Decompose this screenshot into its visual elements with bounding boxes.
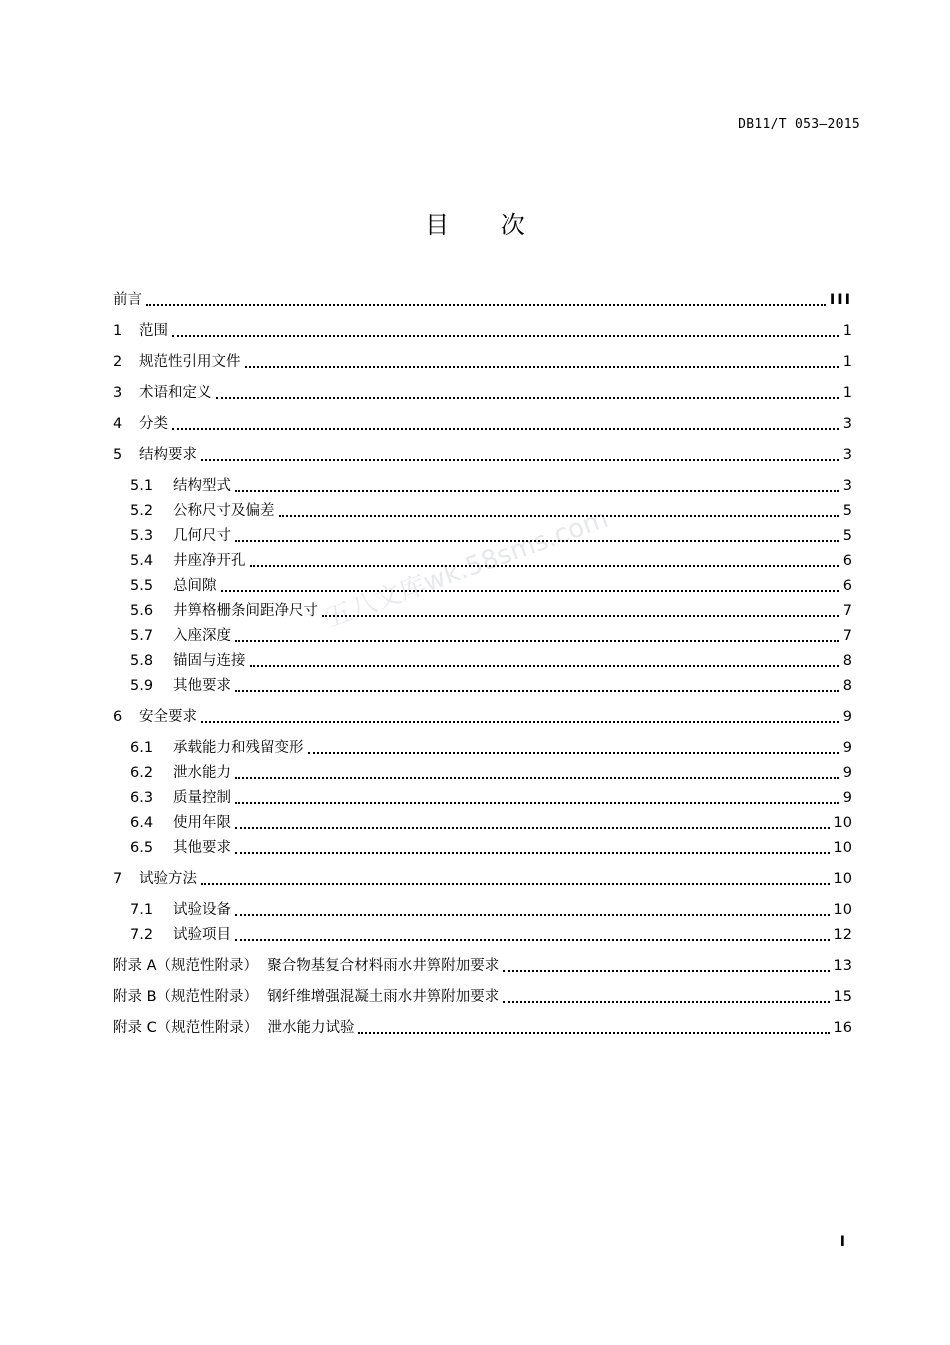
dot-leader [503,970,829,972]
toc-entry-number: 6.1 [130,740,154,756]
dot-leader [235,640,839,642]
toc-entry-page: 3 [842,447,852,463]
toc-entry-page: 3 [842,478,852,494]
toc-entry-page: 3 [842,416,852,432]
dot-leader [146,304,826,306]
toc-entry-number: 5 [113,447,123,463]
toc-entry[interactable] [130,549,852,571]
toc-entry-label: 质量控制 [173,790,231,806]
toc-entry-label: 安全要求 [139,709,197,725]
dot-leader [322,615,839,617]
toc-entry-label: 附录 B（规范性附录） 钢纤维增强混凝土雨水井箅附加要求 [113,989,500,1005]
dot-leader [221,590,839,592]
dot-leader [235,540,839,542]
toc-entry[interactable] [130,898,852,920]
toc-entry[interactable] [130,624,852,646]
toc-entry[interactable] [130,674,852,696]
toc-entry[interactable] [130,923,852,945]
toc-entry-number: 6.5 [130,840,154,856]
toc-entry-page: III [829,292,852,308]
toc-entry[interactable] [113,350,852,372]
toc-entry-number: 5.6 [130,603,154,619]
toc-entry-label: 附录 A（规范性附录） 聚合物基复合材料雨水井箅附加要求 [113,958,500,974]
toc-entry[interactable] [130,649,852,671]
toc-entry-label: 试验方法 [139,871,197,887]
toc-entry-page: 8 [842,678,852,694]
dot-leader [235,690,839,692]
toc-entry[interactable] [113,1016,852,1038]
toc-entry-number: 5.9 [130,678,154,694]
toc-entry[interactable] [113,381,852,403]
toc-entry-page: 5 [842,528,852,544]
toc-entry-number: 3 [113,385,123,401]
dot-leader [250,665,839,667]
toc-entry[interactable] [130,474,852,496]
toc-entry-label: 试验项目 [173,927,231,943]
toc-entry[interactable] [113,985,852,1007]
dot-leader [358,1032,829,1034]
toc-entry-label: 使用年限 [173,815,231,831]
toc-entry-label: 井座净开孔 [173,553,246,569]
dot-leader [235,490,839,492]
toc-entry[interactable] [130,786,852,808]
toc-entry-page: 10 [833,840,852,856]
dot-leader [235,777,839,779]
toc-entry-number: 5.7 [130,628,154,644]
watermark: 五八文库wk.58sms.com [322,503,613,634]
toc-entry-label: 入座深度 [173,628,231,644]
toc-entry-number: 7.2 [130,927,154,943]
dot-leader [235,802,839,804]
page-number: I [839,1234,845,1250]
dot-leader [250,565,839,567]
toc-entry-page: 9 [842,709,852,725]
toc-entry-label: 锚固与连接 [173,653,246,669]
toc-entry-label: 公称尺寸及偏差 [173,503,275,519]
toc-entry[interactable] [130,499,852,521]
dot-leader [235,852,830,854]
dot-leader [172,428,839,430]
toc-entry[interactable] [113,705,852,727]
toc-entry-page: 1 [842,385,852,401]
toc-entry-label: 试验设备 [173,902,231,918]
toc-entry-page: 10 [833,815,852,831]
toc-entry-label: 规范性引用文件 [139,354,241,370]
toc-entry-label: 其他要求 [173,840,231,856]
dot-leader [172,335,839,337]
dot-leader [201,721,839,723]
toc-entry-page: 5 [842,503,852,519]
toc-entry-page: 1 [842,354,852,370]
toc-entry-page: 6 [842,578,852,594]
toc-entry-page: 15 [833,989,852,1005]
toc-entry-label: 承载能力和残留变形 [173,740,304,756]
toc-entry[interactable] [130,836,852,858]
toc-entry-number: 5.4 [130,553,154,569]
toc-entry-label: 术语和定义 [139,385,212,401]
toc-entry[interactable] [113,954,852,976]
toc-title: 目 次 [425,211,547,239]
toc-entry-label: 井箅格栅条间距净尺寸 [173,603,318,619]
toc-entry-label: 其他要求 [173,678,231,694]
dot-leader [235,939,830,941]
dot-leader [245,366,839,368]
toc-entry-number: 6.3 [130,790,154,806]
toc-entry[interactable] [113,867,852,889]
toc-entry-label: 结构型式 [173,478,231,494]
toc-entry-page: 16 [833,1020,852,1036]
toc-entry-label: 结构要求 [139,447,197,463]
toc-entry-number: 6.4 [130,815,154,831]
toc-entry-label: 分类 [139,416,168,432]
dot-leader [201,883,830,885]
toc-entry-page: 10 [833,902,852,918]
toc-entry-label: 附录 C（规范性附录） 泄水能力试验 [113,1020,355,1036]
dot-leader [235,914,830,916]
toc-entry-page: 6 [842,553,852,569]
toc-entry-number: 5.1 [130,478,154,494]
toc-entry-page: 8 [842,653,852,669]
dot-leader [216,397,839,399]
toc-entry-label: 几何尺寸 [173,528,231,544]
toc-entry-page: 1 [842,323,852,339]
toc-entry-label: 泄水能力 [173,765,231,781]
toc-entry-label: 前言 [113,292,142,308]
toc-entry-number: 6.2 [130,765,154,781]
toc-entry-number: 5.5 [130,578,154,594]
toc-entry[interactable] [130,524,852,546]
toc-entry[interactable] [113,412,852,434]
toc-entry[interactable] [130,761,852,783]
toc-entry-number: 2 [113,354,123,370]
toc-entry[interactable] [130,574,852,596]
dot-leader [279,515,839,517]
document-code: DB11/T 053—2015 [738,117,860,132]
toc-entry-number: 1 [113,323,123,339]
toc-entry-number: 6 [113,709,123,725]
toc-entry-number: 5.2 [130,503,154,519]
dot-leader [201,459,839,461]
toc-entry-number: 5.8 [130,653,154,669]
toc-entry-page: 13 [833,958,852,974]
toc-entry[interactable] [113,443,852,465]
toc-entry-number: 7 [113,871,123,887]
toc-entry[interactable] [130,811,852,833]
toc-entry-number: 5.3 [130,528,154,544]
toc-entry-page: 12 [833,927,852,943]
toc-entry[interactable] [113,288,852,310]
toc-entry-label: 总间隙 [173,578,217,594]
toc-entry-page: 7 [842,603,852,619]
toc-entry-page: 10 [833,871,852,887]
toc-entry-page: 9 [842,765,852,781]
toc-entry-page: 7 [842,628,852,644]
dot-leader [308,752,839,754]
toc-entry-label: 范围 [139,323,168,339]
toc-entry[interactable] [130,736,852,758]
toc-entry[interactable] [130,599,852,621]
toc-entry-number: 7.1 [130,902,154,918]
toc-entry-page: 9 [842,740,852,756]
toc-entry[interactable] [113,319,852,341]
toc-entry-page: 9 [842,790,852,806]
toc-entry-number: 4 [113,416,123,432]
dot-leader [235,827,830,829]
dot-leader [503,1001,829,1003]
